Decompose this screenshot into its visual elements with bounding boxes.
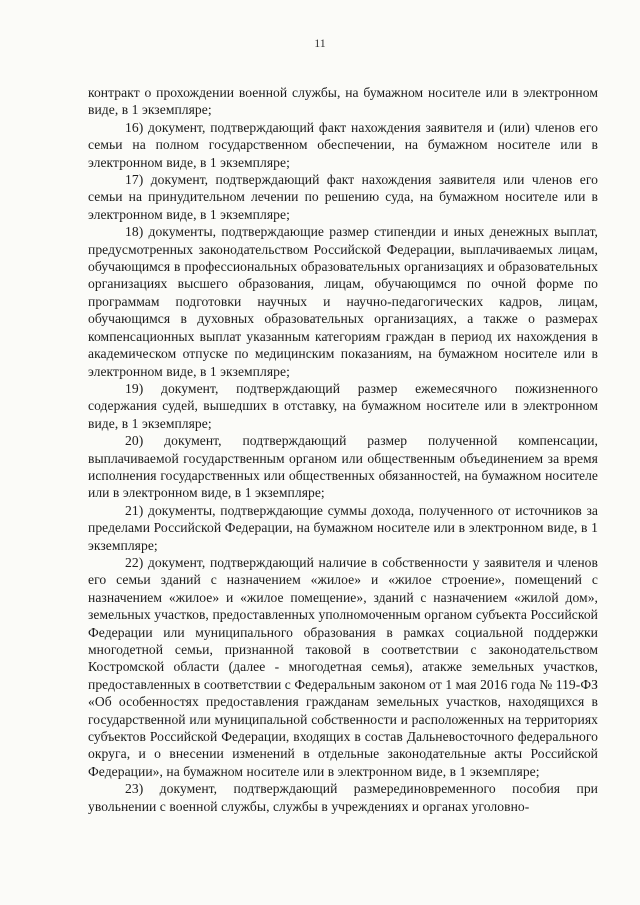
paragraph-item-18: 18) документы, подтверждающие размер стипендии и иных денежных выплат, предусмотренных законодательством Российской Федерации, выплачиваемых лицам, обучающимся в профессиональных образовательных организациях и образовательных организациях высшего образования, лицам, обучающимся по очной форме по программам подготовки научных и научно-педагогических кадров, лицам, обучающимся в духовных образовательных организациях, а также о размерах компенсационных выплат указанным категориям граждан в период их нахождения в академическом отпуске по медицинским показаниям, на бумажном носителе или в электронном виде, в 1 экземпляре; — [88, 224, 598, 379]
paragraph-continuation: контракт о прохождении военной службы, на бумажном носителе или в электронном виде, в 1 экземпляре; — [88, 85, 598, 118]
document-body — [88, 84, 598, 815]
paragraph-item-21: 21) документы, подтверждающие суммы дохода, полученного от источников за пределами Российской Федерации, на бумажном носителе или в электронном виде, в 1 экземпляре; — [88, 502, 598, 553]
paragraph-item-19: 19) документ, подтверждающий размер ежемесячного пожизненного содержания судей, вышедших в отставку, на бумажном носителе или в электронном виде, в 1 экземпляре; — [88, 380, 598, 431]
paragraph-item-16: 16) документ, подтверждающий факт нахождения заявителя и (или) членов его семьи на полном государственном обеспечении, на бумажном носителе или в электронном виде, в 1 экземпляре; — [88, 119, 598, 170]
paragraph-item-23: 23) документ, подтверждающий размерединовременного пособия при увольнении с военной службы, службы в учреждениях и органах уголовно- — [88, 781, 598, 814]
paragraph-item-20: 20) документ, подтверждающий размер полученной компенсации, выплачиваемой государственным органом или общественным объединением за время исполнения государственных или общественных обязанностей, на бумажном носителе или в электронном виде, в 1 экземпляре; — [88, 433, 598, 501]
page-number: 11 — [314, 36, 326, 50]
paragraph-item-22: 22) документ, подтверждающий наличие в собственности у заявителя и членов его семьи зданий с назначением «жилое» и «жилое строение», помещений с назначением «жилое» и «жилое помещение», зданий с назначением «жилой дом», земельных участков, предоставленных уполномоченным органом субъекта Российской Федерации или муниципального образования в рамках социальной поддержки многодетной семьи, признанной таковой в соответствии с законодательством Костромской области (далее - многодетная семья), атакже земельных участков, предоставленных в соответствии с Федеральным законом от 1 мая 2016 года № 119-ФЗ «Об особенностях предоставления гражданам земельных участков, находящихся в государственной или муниципальной собственности и расположенных на территориях субъектов Российской Федерации, входящих в состав Дальневосточного федерального округа, и о внесении изменений в отдельные законодательные акты Российской Федерации», на бумажном носителе или в электронном виде, в 1 экземпляре; — [88, 554, 598, 779]
paragraph-item-17: 17) документ, подтверждающий факт нахождения заявителя или членов его семьи на принудительном лечении по решению суда, на бумажном носителе или в электронном виде, в 1 экземпляре; — [88, 172, 598, 222]
